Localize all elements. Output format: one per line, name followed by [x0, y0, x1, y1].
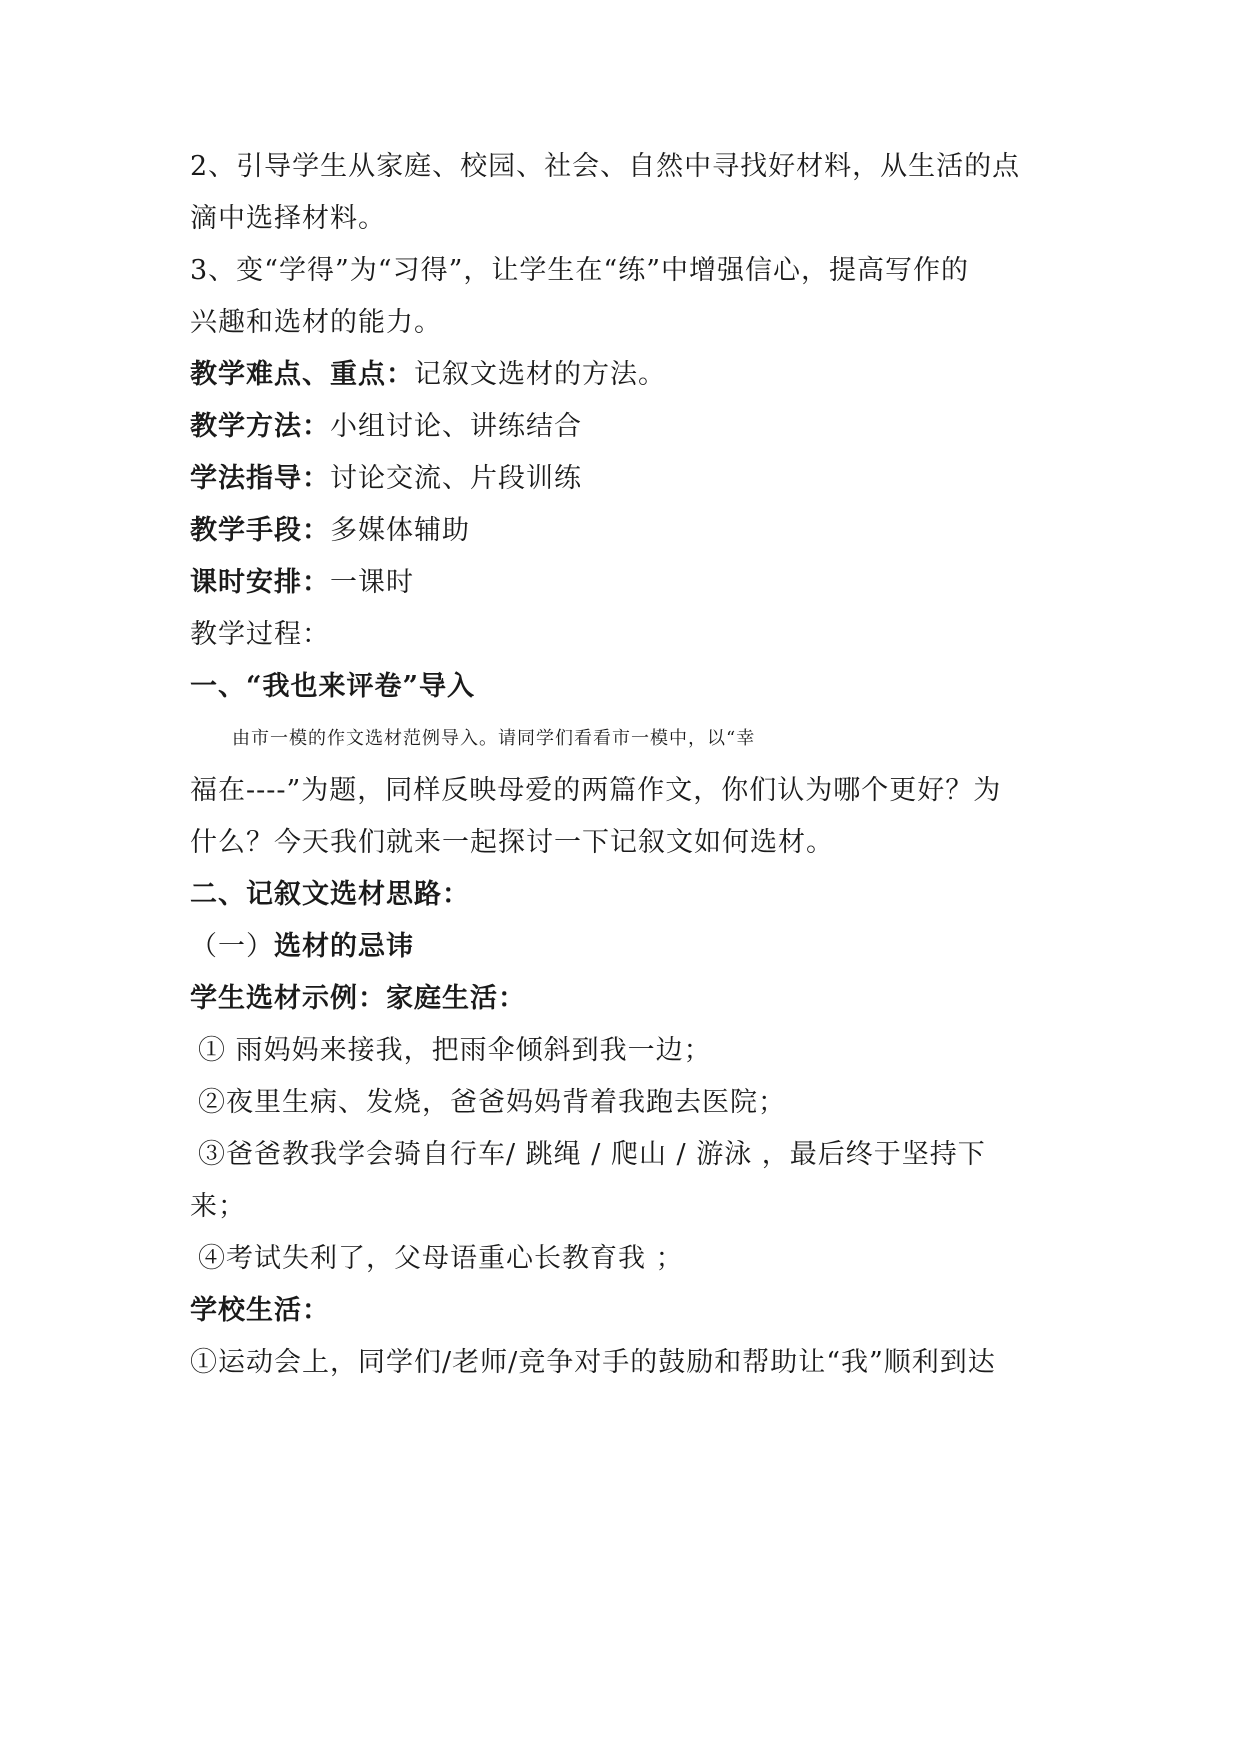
family-example-4: ④考试失利了，父母语重心长教育我 ； — [198, 1243, 684, 1274]
means-label: 教学手段： — [190, 515, 330, 546]
school-label: 学校生活： — [190, 1295, 330, 1326]
guidance-label: 学法指导： — [190, 463, 330, 494]
schedule-value: 一课时 — [330, 567, 414, 598]
family-example-3-line-2: 来； — [190, 1191, 246, 1222]
means-value: 多媒体辅助 — [330, 515, 470, 546]
section-1-title: 一、“我也来评卷”导入 — [190, 671, 476, 702]
goal-2-line-1: 2、引导学生从家庭、校园、社会、自然中寻找好材料，从生活的点 — [190, 151, 1021, 182]
subsection-1-prefix: （一） — [190, 931, 274, 962]
school-example-1: ①运动会上，同学们/老师/竞争对手的鼓励和帮助让“我”顺利到达 — [190, 1347, 996, 1378]
section-1-paragraph-line-2: 福在----”为题，同样反映母爱的两篇作文，你们认为哪个更好？为 — [190, 775, 1002, 806]
goal-3-line-2: 兴趣和选材的能力。 — [190, 307, 442, 338]
schedule-row — [190, 563, 1070, 603]
method-label: 教学方法： — [190, 411, 330, 442]
difficulty-row — [190, 355, 1070, 395]
means-row — [190, 511, 1070, 551]
guidance-value: 讨论交流、片段训练 — [330, 463, 582, 494]
section-1-paragraph-line-3: 什么？今天我们就来一起探讨一下记叙文如何选材。 — [190, 827, 834, 858]
family-example-3-line-1: ③爸爸教我学会骑自行车/ 跳绳 / 爬山 / 游泳 ，最后终于坚持下 — [198, 1139, 986, 1170]
schedule-label: 课时安排： — [190, 567, 330, 598]
goal-2-line-2: 滴中选择材料。 — [190, 203, 386, 234]
method-row — [190, 407, 1070, 447]
subsection-1-title: 选材的忌讳 — [274, 931, 414, 962]
example-label: 学生选材示例：家庭生活： — [190, 983, 526, 1014]
process-title: 教学过程： — [190, 619, 330, 650]
section-1-paragraph-line-1: 由市一模的作文选材范例导入。请同学们看看市一模中，以“幸 — [232, 728, 756, 749]
section-2-title: 二、记叙文选材思路： — [190, 879, 470, 910]
family-example-1: ① 雨妈妈来接我，把雨伞倾斜到我一边； — [198, 1035, 712, 1066]
family-example-2: ②夜里生病、发烧，爸爸妈妈背着我跑去医院； — [198, 1087, 786, 1118]
difficulty-value: 记叙文选材的方法。 — [414, 359, 666, 390]
guidance-row — [190, 459, 1070, 499]
method-value: 小组讨论、讲练结合 — [330, 411, 582, 442]
difficulty-label: 教学难点、重点： — [190, 359, 414, 390]
goal-3-line-1: 3、变“学得”为“习得”，让学生在“练”中增强信心，提高写作的 — [190, 255, 969, 286]
subsection-1-heading — [190, 927, 1070, 967]
